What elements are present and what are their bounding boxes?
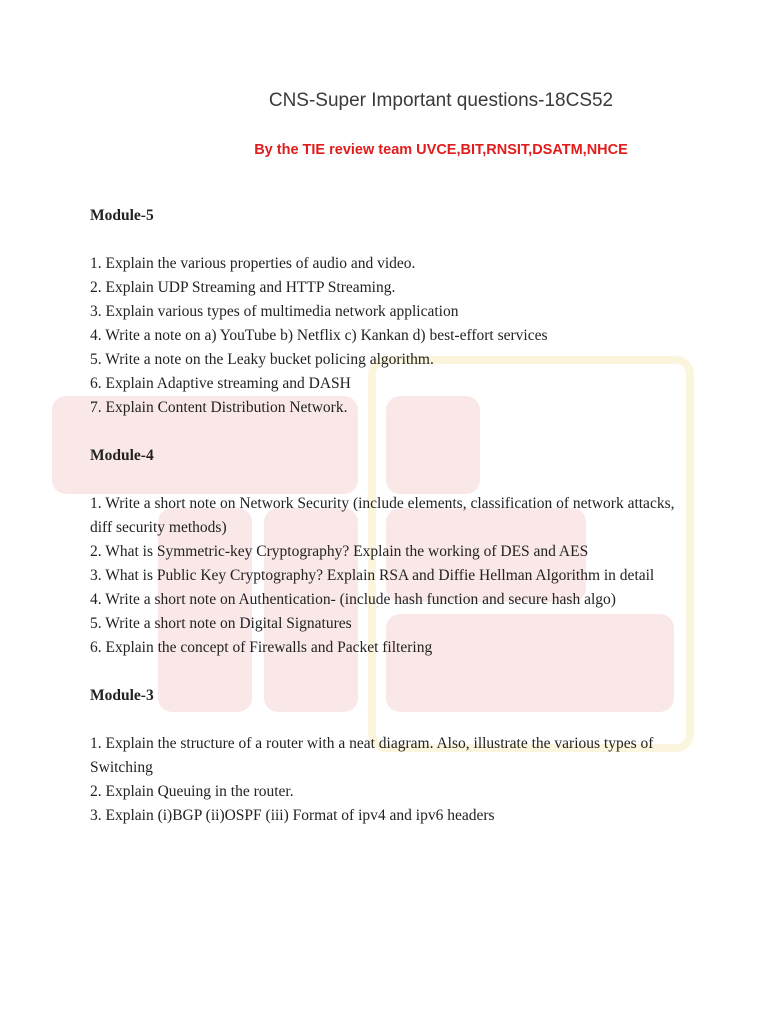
question-list [90, 732, 680, 828]
question-item: 2. Explain Queuing in the router. [90, 783, 294, 800]
question-item: 6. Explain Adaptive streaming and DASH [90, 375, 351, 392]
document-subtitle: By the TIE review team UVCE,BIT,RNSIT,DSATM,NHCE [254, 142, 628, 158]
question-item: 5. Write a short note on Digital Signatures [90, 615, 352, 632]
document-title: CNS-Super Important questions-18CS52 [268, 90, 614, 111]
question-item: 4. Write a note on a) YouTube b) Netflix c) Kankan d) best-effort services [90, 327, 548, 344]
question-item: 5. Write a note on the Leaky bucket policing algorithm. [90, 351, 434, 368]
question-item: 3. Explain various types of multimedia network application [90, 303, 459, 320]
document-body [90, 204, 680, 852]
question-item: 1. Explain the various properties of audio and video. [90, 255, 416, 272]
question-item: 2. Explain UDP Streaming and HTTP Streaming. [90, 279, 396, 296]
module-section [90, 684, 680, 828]
question-item: 6. Explain the concept of Firewalls and Packet filtering [90, 639, 433, 656]
module-heading: Module-3 [90, 687, 154, 704]
question-item: 4. Write a short note on Authentication- (include hash function and secure hash algo) [90, 591, 616, 608]
module-section [90, 204, 680, 420]
module-heading: Module-4 [90, 447, 154, 464]
module-section [90, 444, 680, 660]
question-item: 1. Explain the structure of a router with a neat diagram. Also, illustrate the various types of Switching [90, 735, 654, 776]
question-item: 1. Write a short note on Network Security (include elements, classification of network attacks, diff security methods) [90, 495, 675, 536]
question-item: 2. What is Symmetric-key Cryptography? Explain the working of DES and AES [90, 543, 589, 560]
question-list [90, 492, 680, 660]
question-item: 3. Explain (i)BGP (ii)OSPF (iii) Format of ipv4 and ipv6 headers [90, 807, 495, 824]
question-item: 3. What is Public Key Cryptography? Explain RSA and Diffie Hellman Algorithm in detail [90, 567, 655, 584]
module-heading: Module-5 [90, 207, 154, 224]
question-item: 7. Explain Content Distribution Network. [90, 399, 348, 416]
question-list [90, 252, 680, 420]
